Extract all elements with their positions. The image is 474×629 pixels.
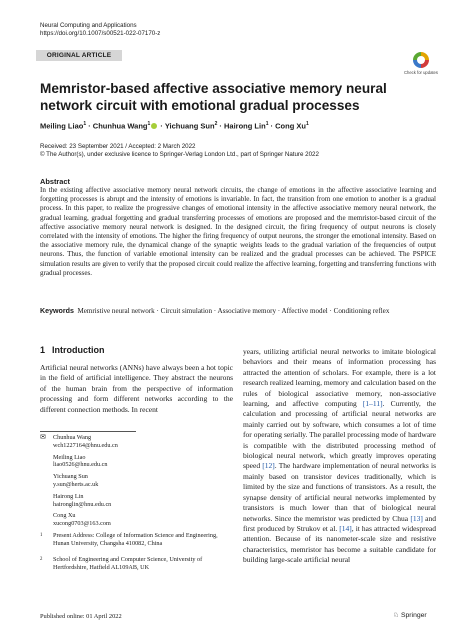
author-affiliation-mark: 1 xyxy=(265,121,269,127)
article-type-badge: ORIGINAL ARTICLE xyxy=(36,50,122,61)
intro-right-column xyxy=(243,347,436,566)
keywords-text: Memristive neural network · Circuit simulation · Associative memory · Affective model · Conditioning reflex xyxy=(77,307,390,315)
affiliation-1 xyxy=(40,532,233,548)
footnote-divider xyxy=(40,431,136,432)
citation-link[interactable]: [1–11] xyxy=(362,399,383,409)
orcid-icon[interactable] xyxy=(151,123,157,129)
publication-dates xyxy=(40,143,319,159)
published-online: Published online: 01 April 2022 xyxy=(40,613,122,620)
author-name: Hairong Lin xyxy=(224,121,266,131)
body-text: , it has attracted widespread attention. Because of its nanometer-scale size and resistive characteristics, memristor has become a suitable candidate for building large-scale artificial neural xyxy=(243,523,436,565)
contact-name: Chunhua Wang xyxy=(53,434,92,441)
correspondence-entry xyxy=(53,493,233,509)
envelope-icon: ✉ xyxy=(40,434,46,441)
article-doi[interactable]: https://doi.org/10.1007/s00521-022-07170-z xyxy=(40,30,161,37)
abstract-text: In the existing affective associative memory neural network circuits, the change of emotions in the affective associative learning and forgetting processes is abrupt and the intensity of emotions is invariable. In fact, the transition from one emotion to another is a gradual process. In this paper, to realize the progressive changes of emotional intensity in the affective associative memory neural network, the gradual learning, gradual forgetting and gradual transferring processes of emotions are proposed and the memristor-based circuit of the affective associative memory neural network is designed. In the designed circuit, the firing frequency of output neurons is closely correlated with the intensity of emotions. The higher the firing frequency of output neurons, the stronger the emotional intensity. Based on the associative memory rule, the dynamical change of the synaptic weights leads to the gradual variation of the frequencies of output neurons. Thus, the function of variable emotional intensity can be realized and the gradual processes can be achieved. The PSPICE simulation results are given to verify that the proposed circuit could realize the affective learning, forgetting and transferring functions with gradual processes. xyxy=(40,186,436,277)
citation-link[interactable]: [14] xyxy=(339,523,352,533)
correspondence-entry xyxy=(53,512,233,528)
keywords-line xyxy=(40,307,436,316)
body-text: . The hardware implementation of neural networks is mainly based on transistor devices traditionally, which is limited by the size and functions of transistors. As a result, the synapse density of artificial neural networks implemented by transistors is much lower than that of biological neural networks. Since the memristor was predicted by Chua xyxy=(243,461,437,523)
section-number: 1 xyxy=(40,345,46,355)
contact-email[interactable]: y.sun@herts.ac.uk xyxy=(53,480,99,488)
check-updates-label: Check for updates xyxy=(404,70,438,75)
check-updates-icon xyxy=(413,52,429,68)
journal-name: Neural Computing and Applications xyxy=(40,22,137,29)
author-name: Chunhua Wang xyxy=(92,121,148,131)
citation-link[interactable]: [12] xyxy=(262,461,275,471)
author-name: Cong Xu xyxy=(275,121,306,131)
author-name: Meiling Liao xyxy=(40,121,84,131)
body-text: . Currently, the calculation and processing of artificial neural networks are mainly carried out by software, which consumes a lot of time for operating serially. The parallel processing mode of hardware is compatible with the distributed processing method of biological neural network, which greatly improves operating speed xyxy=(243,399,436,471)
contact-name: Cong Xu xyxy=(53,512,76,520)
affiliation-2 xyxy=(40,556,233,572)
affiliation-text: School of Engineering and Computer Science, University of Hertfordshire, Hatfield AL109AB, UK xyxy=(53,556,203,571)
contact-name: Hairong Lin xyxy=(53,492,84,500)
correspondence-block xyxy=(40,434,233,532)
body-text: and first produced by Strukov et al. xyxy=(243,513,436,533)
author-affiliation-mark: 1 xyxy=(147,121,151,127)
correspondence-entry xyxy=(53,434,233,450)
keywords-label: Keywords xyxy=(40,307,74,315)
paper-title: Memristor-based affective associative memory neural network circuit with emotional gradual processes xyxy=(40,81,387,113)
intro-left-column: Artificial neural networks (ANNs) have always been a hot topic in the field of artificial intelligence. They abstract the neurons of the human brain from the perspective of information processing and form different networks according to the different connection methods. In recent xyxy=(40,363,233,414)
abstract-heading: Abstract xyxy=(40,177,70,186)
author-list: Meiling Liao$^1$ · Chunhua Wang$^1$ · Yichuang Sun$^2$ · Hairong Lin$^1$ · Cong Xu$^1$ xyxy=(40,121,309,131)
copyright-line: © The Author(s), under exclusive licence to Springer-Verlag London Ltd., part of Springer Nature 2022 xyxy=(40,151,319,158)
journal-header xyxy=(40,22,160,38)
section-heading xyxy=(40,345,105,355)
contact-email[interactable]: liao0526@hnu.edu.cn xyxy=(53,461,108,469)
affiliation-text: Present Address: College of Information Science and Engineering, Hunan University, Changsha 410082, China xyxy=(53,532,218,547)
affiliation-number: 1 xyxy=(40,533,43,538)
correspondence-entry xyxy=(53,454,233,470)
author-affiliation-mark: 2 xyxy=(214,121,218,127)
section-title: Introduction xyxy=(52,345,105,355)
author-affiliation-mark: 1 xyxy=(83,121,87,127)
publisher-name: Springer xyxy=(400,612,427,619)
author-affiliation-mark: 1 xyxy=(305,121,309,127)
contact-email[interactable]: xucong0703@163.com xyxy=(53,520,111,528)
contact-email[interactable]: wch1227164@hnu.edu.cn xyxy=(53,441,118,449)
received-accepted: Received: 23 September 2021 / Accepted: 2 March 2022 xyxy=(40,143,196,150)
contact-name: Yichuang Sun xyxy=(53,473,88,481)
correspondence-entry xyxy=(53,473,233,489)
author-name: Yichuang Sun xyxy=(164,121,215,131)
check-for-updates-button[interactable] xyxy=(404,52,438,75)
affiliation-number: 2 xyxy=(40,557,43,562)
contact-name: Meiling Liao xyxy=(53,453,86,461)
body-text: years, utilizing artificial neural networks to imitate biological behaviors and their means of information processing has attracted the attention of scholars. For example, there is a lot research realized learning, memory and calculation based on the rules of biological associative memory, non-associative learning, and affective computing xyxy=(243,347,436,409)
citation-link[interactable]: [13] xyxy=(410,513,423,523)
publisher-logo xyxy=(393,611,427,619)
contact-email[interactable]: haironglin@hnu.edu.cn xyxy=(53,500,112,508)
springer-horse-icon: ♘ xyxy=(393,612,400,619)
